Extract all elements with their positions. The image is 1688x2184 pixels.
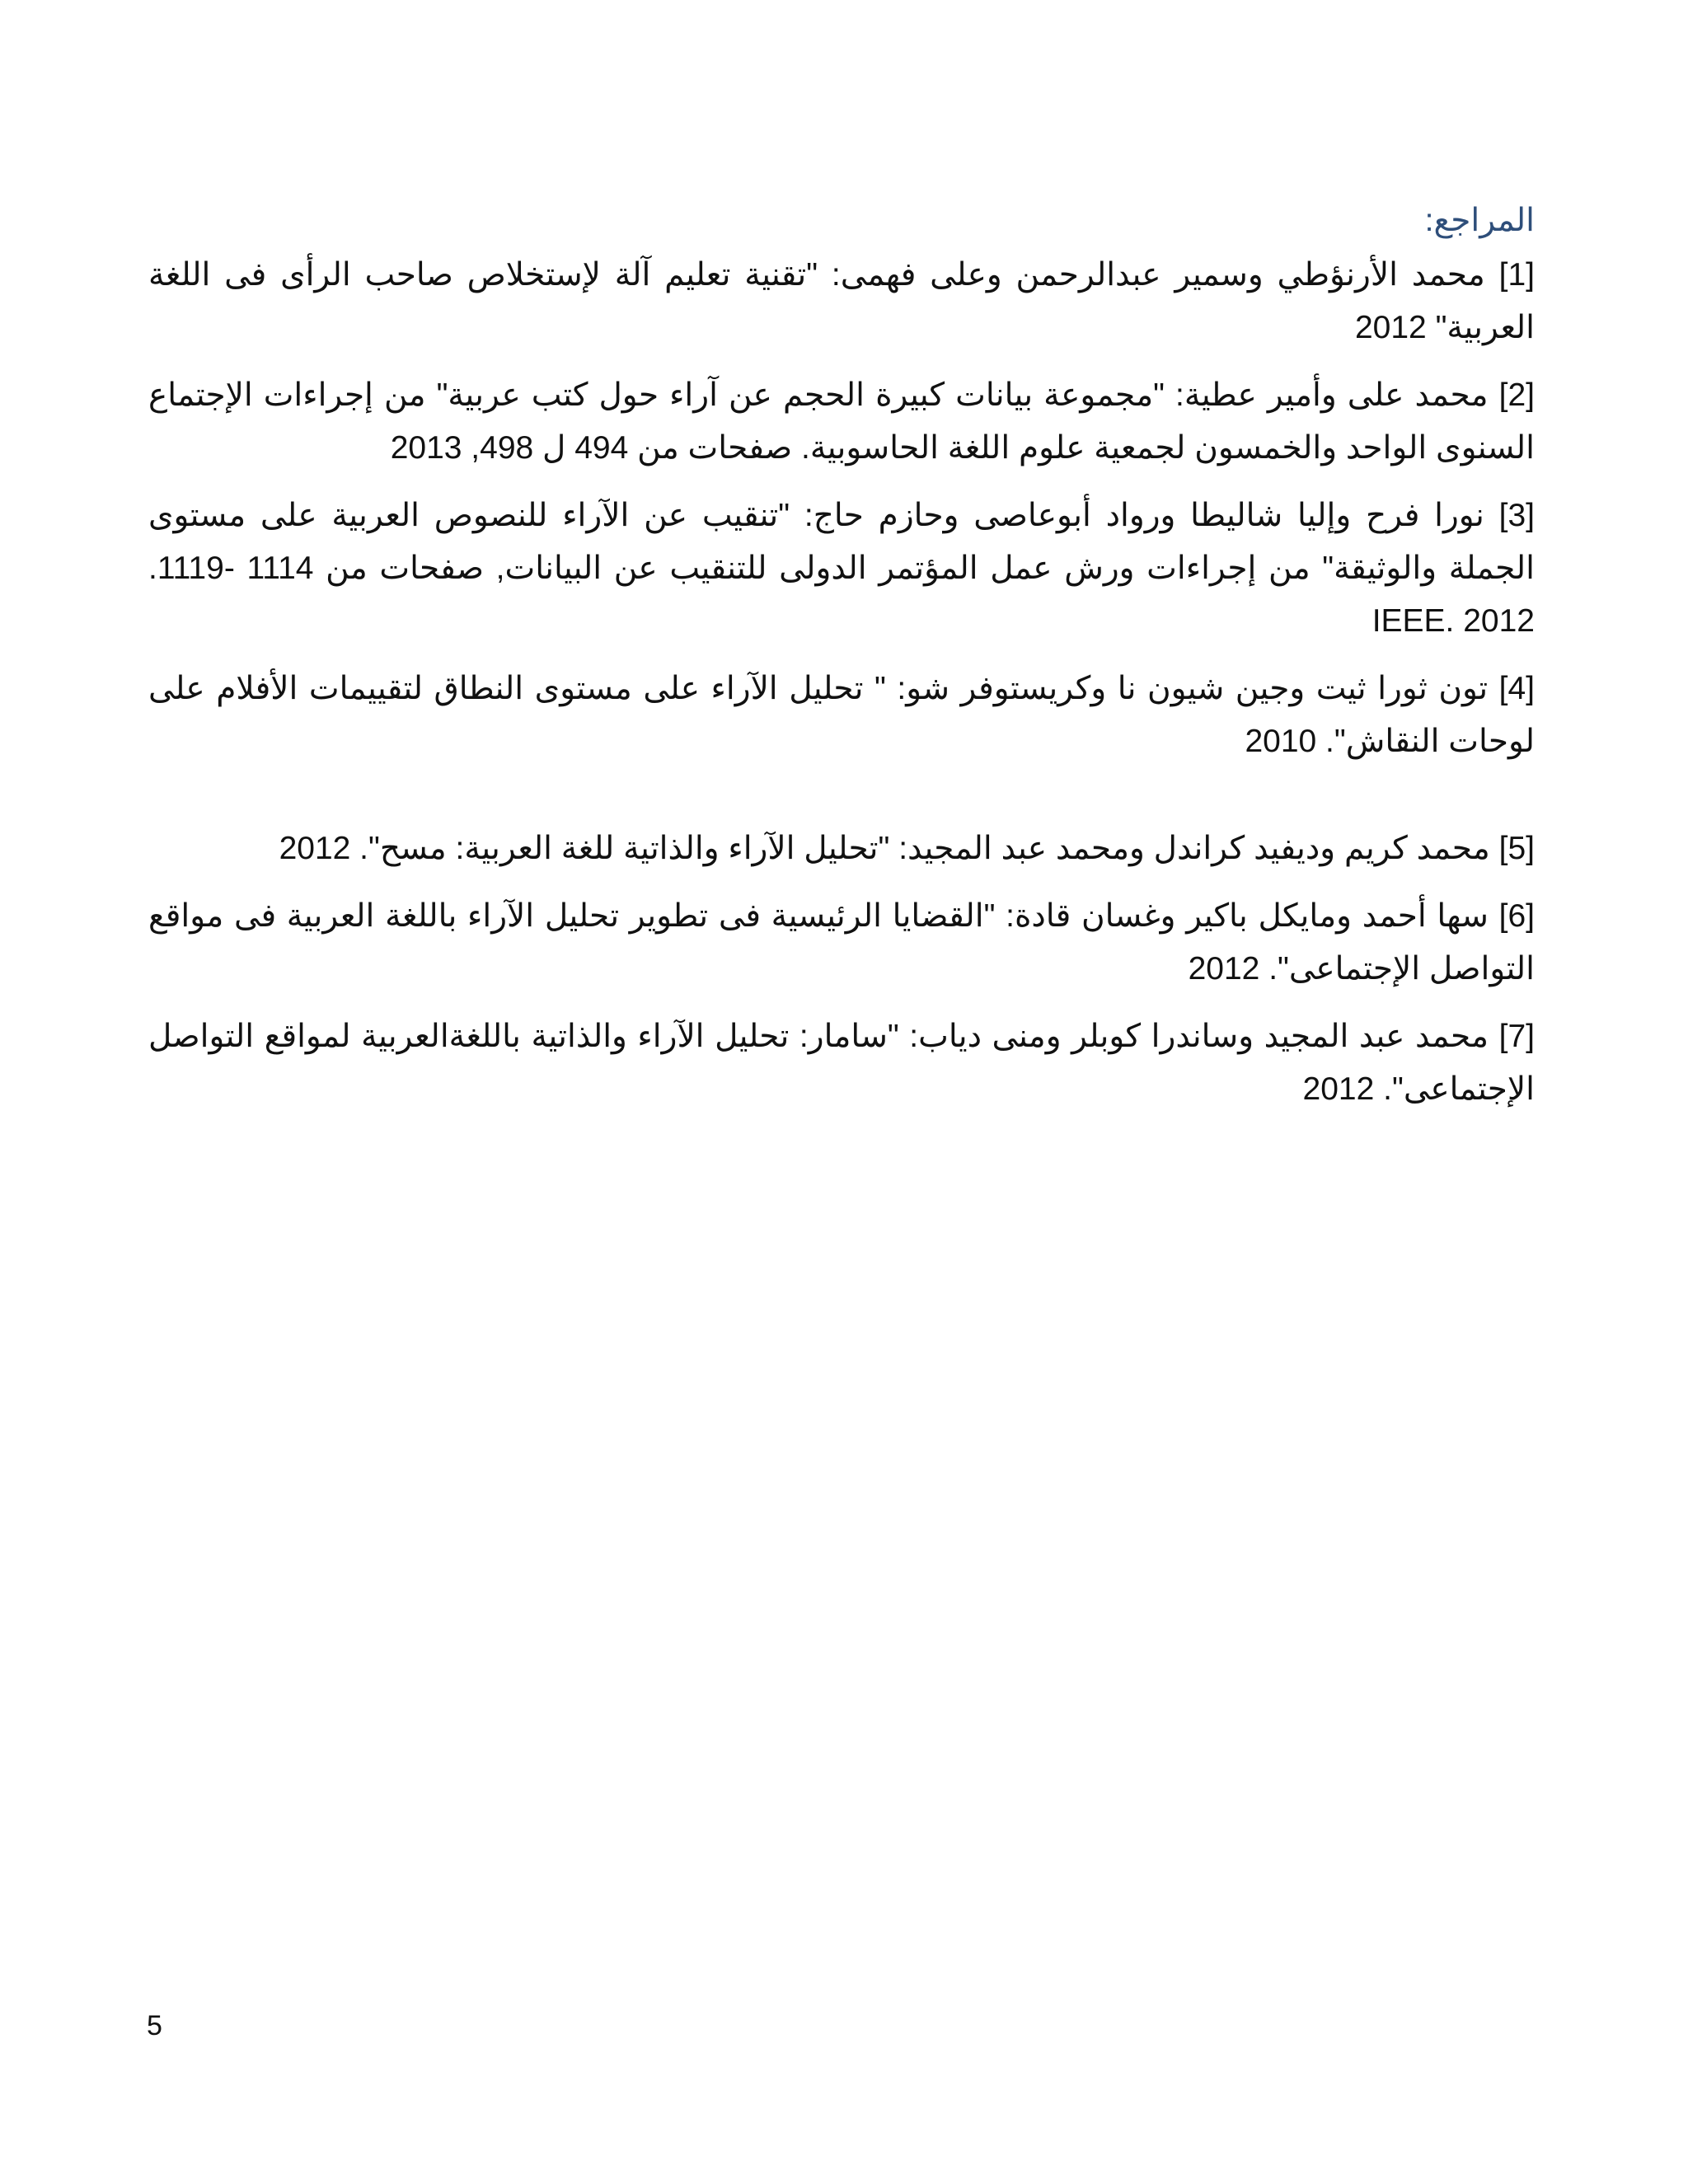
reference-number: [6] (1498, 898, 1535, 934)
references-section (148, 194, 1535, 1131)
reference-item-2 (148, 369, 1535, 475)
reference-item-1 (148, 249, 1535, 354)
reference-item-4 (148, 663, 1535, 768)
reference-text: نورا فرح وإليا شاليطا ورواد أبوعاصى وحازم حاج: "تنقيب عن الآراء للنصوص العربية على مستوى الجملة والوثيقة" من إجراءات ورش عمل المؤتمر الدولى للتنقيب عن البيانات, صفحات من 1114 -1119. IEEE. 2012 (148, 498, 1535, 639)
references-heading: المراجع: (1424, 203, 1535, 238)
reference-item-3 (148, 490, 1535, 648)
reference-item-7 (148, 1010, 1535, 1116)
page-number: 5 (147, 2010, 162, 2041)
reference-item-6 (148, 890, 1535, 996)
reference-number: [7] (1498, 1019, 1535, 1054)
reference-text: محمد عبد المجيد وساندرا كوبلر ومنى دياب: "سامار: تحليل الآراء والذاتية باللغةالعربية لمواقع التواصل الإجتماعى". 2012 (148, 1019, 1535, 1107)
reference-text: محمد على وأمير عطية: "مجموعة بيانات كبيرة الحجم عن آراء حول كتب عربية" من إجراءات الإجتماع السنوى الواحد والخمسون لجمعية علوم اللغة الحاسوبية. صفحات من 494 ل 498, 2013 (148, 377, 1535, 466)
reference-number: [3] (1498, 498, 1535, 533)
reference-text: محمد كريم وديفيد كراندل ومحمد عبد المجيد: "تحليل الآراء والذاتية للغة العربية: مسح". 2012 (279, 831, 1490, 866)
reference-text: تون ثورا ثيت وجين شيون نا وكريستوفر شو: " تحليل الآراء على مستوى النطاق لتقييمات الأفلام على لوحات النقاش". 2010 (148, 671, 1535, 759)
reference-number: [1] (1498, 257, 1535, 293)
reference-item-5 (148, 823, 1535, 875)
reference-text: سها أحمد ومايكل باكير وغسان قادة: "القضايا الرئيسية فى تطوير تحليل الآراء باللغة العربية فى مواقع التواصل الإجتماعى". 2012 (148, 898, 1535, 987)
reference-number: [5] (1498, 831, 1535, 866)
reference-number: [4] (1498, 671, 1535, 706)
reference-number: [2] (1498, 377, 1536, 413)
reference-text: محمد الأرنؤطي وسمير عبدالرحمن وعلى فهمى: "تقنية تعليم آلة لإستخلاص صاحب الرأى فى اللغة العربية" 2012 (148, 257, 1535, 345)
